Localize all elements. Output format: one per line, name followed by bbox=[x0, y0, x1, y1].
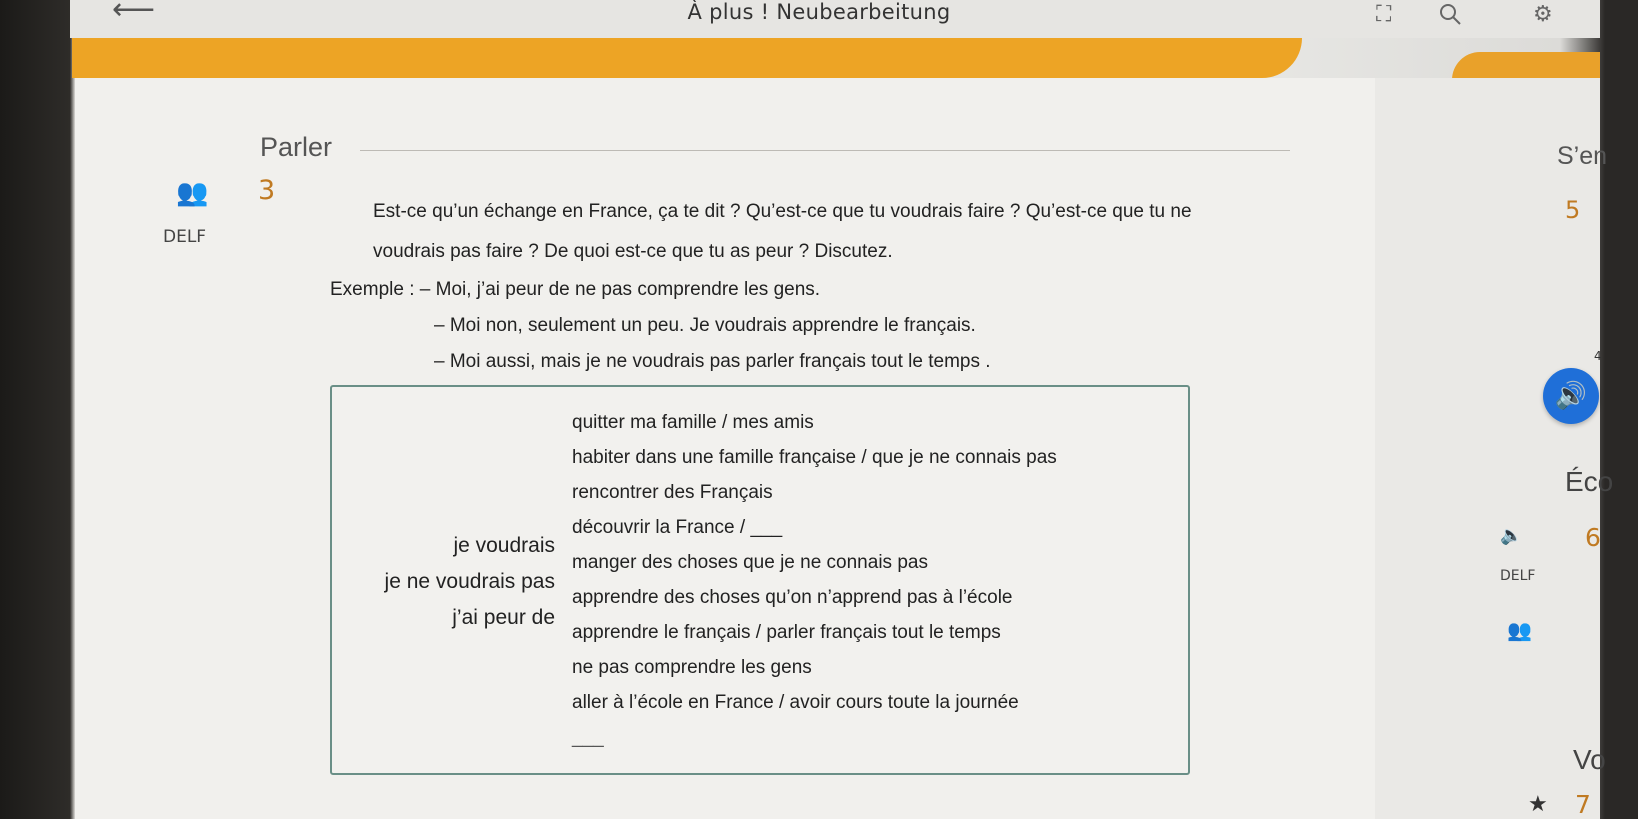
option: rencontrer des Français bbox=[572, 482, 773, 503]
question-line: voudrais pas faire ? De quoi est-ce que tu as peur ? Discutez. bbox=[373, 241, 893, 262]
fullscreen-icon[interactable]: ⛶ bbox=[1376, 2, 1392, 27]
right-heading: Éco bbox=[1565, 466, 1614, 497]
example-line: – Moi non, seulement un peu. Je voudrais apprendre le français. bbox=[434, 315, 976, 336]
audio-play-button[interactable] bbox=[1543, 368, 1599, 424]
delf-tag: DELF bbox=[1500, 568, 1536, 584]
option: apprendre le français / parler français tout le temps bbox=[572, 622, 1001, 643]
header-band-right bbox=[1452, 52, 1600, 80]
right-heading: S’en bbox=[1557, 142, 1608, 170]
right-heading: Vo bbox=[1573, 744, 1606, 775]
speaker-icon: 🔊 bbox=[1554, 381, 1588, 411]
example-text: – Moi, j’ai peur de ne pas comprendre les gens. bbox=[419, 279, 821, 300]
exercise-question bbox=[373, 192, 1323, 272]
option: manger des choses que je ne connais pas bbox=[572, 552, 928, 573]
group-icon: 👥 bbox=[1507, 618, 1532, 642]
example-line bbox=[330, 272, 991, 308]
phrase-options bbox=[572, 405, 1057, 755]
exercise-number: 7 bbox=[1575, 790, 1591, 819]
example-label: Exemple : bbox=[330, 279, 415, 300]
search-icon[interactable] bbox=[1438, 2, 1462, 32]
exercise-number: 5 bbox=[1565, 196, 1581, 224]
option: quitter ma famille / mes amis bbox=[572, 412, 814, 433]
starter: je voudrais bbox=[453, 534, 555, 557]
section-title: Parler bbox=[260, 132, 333, 162]
exercise-number: 3 bbox=[258, 175, 276, 206]
gear-icon[interactable]: ⚙ bbox=[1533, 2, 1553, 27]
delf-tag: DELF bbox=[163, 227, 207, 247]
starter: j’ai peur de bbox=[452, 606, 555, 629]
star-icon: ★ bbox=[1528, 792, 1548, 817]
starter: je ne voudrais pas bbox=[384, 570, 555, 593]
title-divider bbox=[360, 150, 1290, 151]
back-arrow-icon[interactable]: ⟵ bbox=[112, 0, 156, 27]
option: découvrir la France / ___ bbox=[572, 517, 783, 538]
example-block bbox=[330, 272, 991, 380]
track-number: 4 bbox=[1594, 349, 1602, 363]
question-line: Est-ce qu’un échange en France, ça te dit ? Qu’est-ce que tu voudrais faire ? Qu’est-ce que tu ne bbox=[373, 201, 1192, 222]
option: habiter dans une famille française / que je ne connais pas bbox=[572, 447, 1057, 468]
option-blank: ___ bbox=[572, 727, 604, 748]
right-page bbox=[1375, 78, 1600, 819]
speaker-icon[interactable]: 🔈 bbox=[1500, 525, 1523, 546]
header-band bbox=[72, 38, 1302, 78]
phrase-starters bbox=[345, 528, 555, 636]
option: ne pas comprendre les gens bbox=[572, 657, 812, 678]
example-line: – Moi aussi, mais je ne voudrais pas parler français tout le temps . bbox=[434, 351, 991, 372]
group-icon: 👥 bbox=[176, 178, 209, 208]
app-title: À plus ! Neubearbeitung bbox=[687, 0, 951, 24]
option: apprendre des choses qu’on n’apprend pas à l’école bbox=[572, 587, 1013, 608]
option: aller à l’école en France / avoir cours toute la journée bbox=[572, 692, 1019, 713]
exercise-number: 6 bbox=[1585, 523, 1601, 552]
